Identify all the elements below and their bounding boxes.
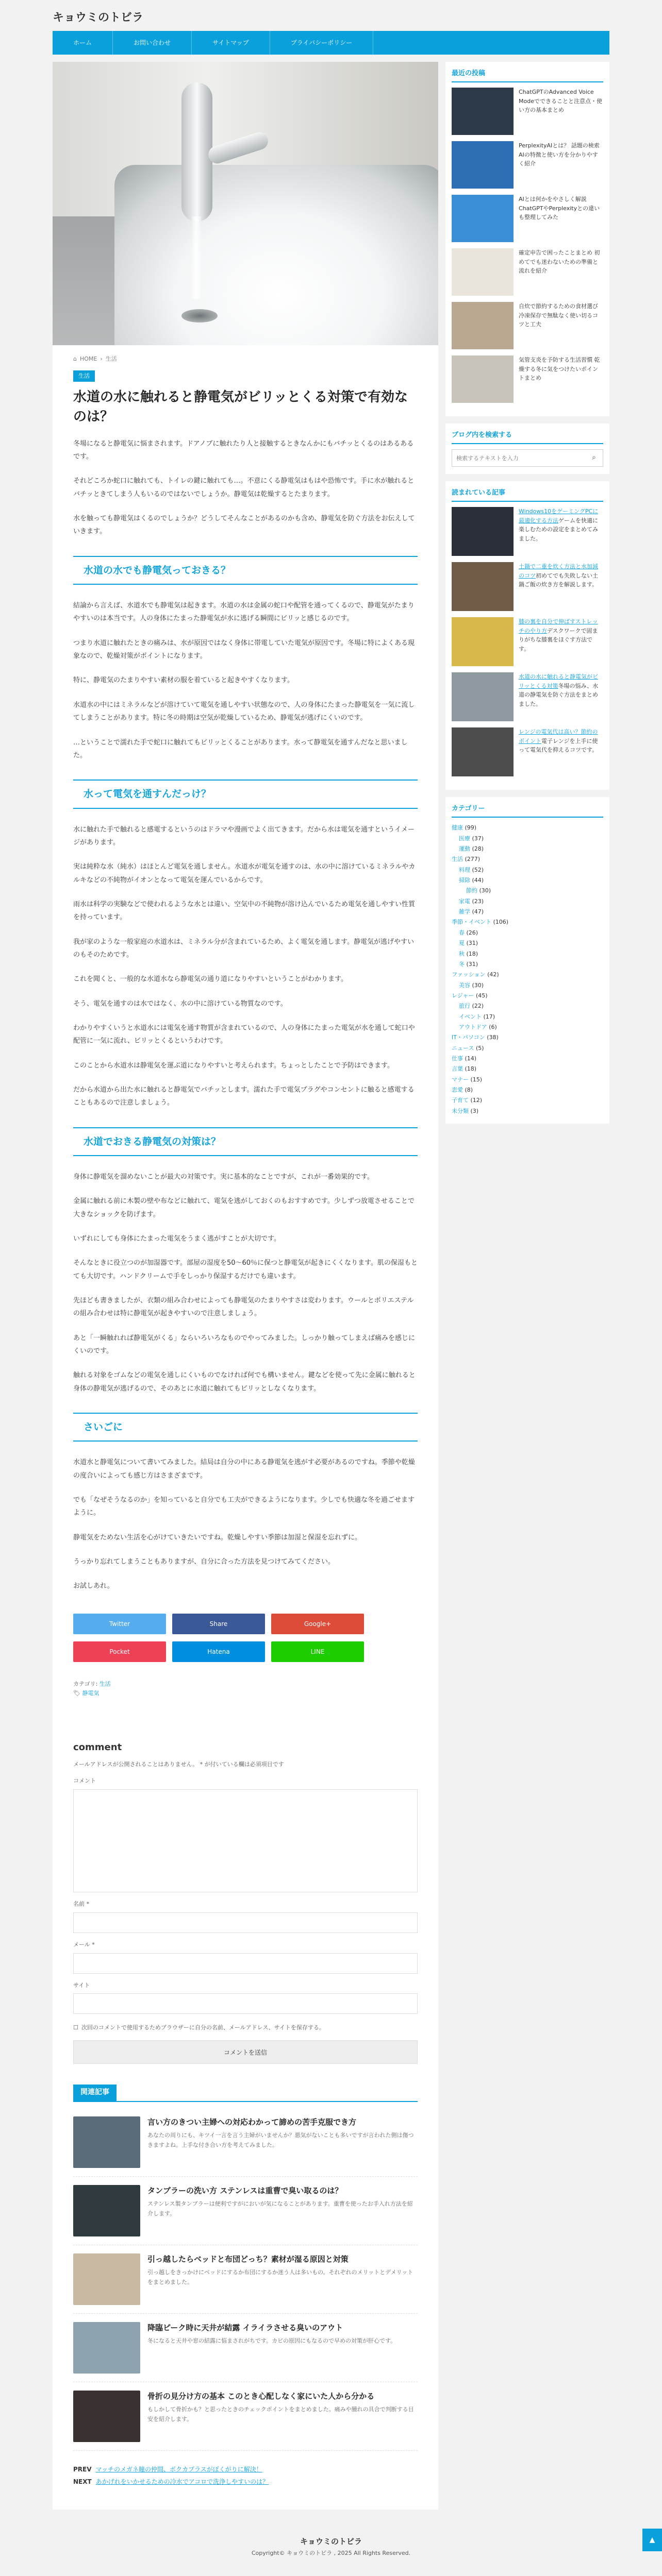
search-icon[interactable]: ⌕ [592, 453, 596, 462]
popular-item[interactable] [452, 727, 603, 776]
recent-thumbnail[interactable] [452, 355, 514, 403]
category-count: (30) [472, 981, 484, 989]
breadcrumb-home[interactable]: HOME [79, 355, 97, 362]
line-share-button[interactable]: LINE [271, 1641, 364, 1662]
category-count: (99) [465, 824, 477, 832]
recent-title[interactable]: 気管支炎を予防する生活習慣 乾燥する冬に気をつけたいポイントまとめ [519, 357, 600, 382]
category-item[interactable] [452, 928, 603, 938]
section-paragraph: 水道水と静電気について書いてみました。結局は自分の中にある静電気を逃がす必要があるのですね。季節や乾燥の度合いによっても感じ方はさまざまです。 [73, 1459, 415, 1480]
related-divider [73, 2101, 418, 2102]
related-text [147, 2116, 418, 2168]
chevron-right-icon: › [100, 355, 103, 362]
category-name[interactable]: イベント [459, 1013, 482, 1020]
recent-item[interactable] [452, 248, 603, 296]
category-item[interactable] [452, 1032, 603, 1043]
popular-text [519, 562, 603, 611]
category-count: (277) [465, 856, 481, 863]
site-label: サイト [73, 1981, 90, 1989]
popular-item[interactable] [452, 672, 603, 721]
share-row-1 [73, 1614, 418, 1634]
popular-excerpt: ゲームを快適に楽しむための設定をまとめてみました。 [519, 517, 598, 543]
category-count: (38) [487, 1034, 499, 1041]
section-paragraph: わかりやすくいうと水道水には電気を通す物質が含まれているので、人の身体にたまった電気が水を通して蛇口や配管に一気に流れ、ビリッとくるというわけです。 [73, 1024, 415, 1045]
name-label: 名前 * [73, 1901, 89, 1908]
category-item[interactable] [452, 865, 603, 875]
category-item[interactable] [452, 844, 603, 854]
category-item[interactable] [452, 949, 603, 959]
related-excerpt: 引っ越しをきっかけにベッドにするか布団にするか迷う人は多いもの。それぞれのメリットとデメリットをまとめました。 [147, 2269, 413, 2285]
category-name[interactable]: 夏 [459, 940, 465, 947]
category-name[interactable]: ニュース [452, 1044, 474, 1052]
next-post-link[interactable]: あかげれをいかせるための冷水でアコロで洗浄しやすいのは？ [95, 2478, 269, 2486]
footer-copyright: Copyright© キョウミのトビラ , 2025 All Rights Reserved. [251, 2549, 411, 2556]
footer-site-name[interactable]: キョウミのトビラ [300, 2537, 362, 2547]
category-count: (15) [470, 1076, 483, 1083]
section-paragraph: 雨水は科学の実験などで使われるような水とは違い、空気中の不純物が溶け込んでいるため電気を通しやすい性質を持っています。 [73, 900, 416, 922]
related-item[interactable] [73, 2108, 418, 2177]
related-item[interactable] [73, 2382, 418, 2451]
related-list [73, 2108, 418, 2451]
related-title[interactable]: タンブラーの洗い方 ステンレスは重曹で臭い取るのは？ [147, 2185, 343, 2195]
category-name[interactable]: レジャー [452, 992, 474, 999]
recent-thumbnail[interactable] [452, 302, 514, 349]
category-item[interactable] [452, 1064, 603, 1074]
category-count: (3) [470, 1107, 479, 1114]
section-paragraph: そんなときに役立つのが加湿器です。部屋の湿度を50〜60％に保つと静電気が起きにくくなります。肌の保湿もとても大切です。ハンドクリームで手をしっかり保湿するだけでも違います。 [73, 1259, 418, 1280]
popular-excerpt: デスクワークで固まりがちな膝裏をほぐす方法です。 [519, 627, 598, 653]
popular-item[interactable] [452, 562, 603, 611]
nav-item-home[interactable]: ホーム [53, 31, 113, 55]
hero-water [192, 216, 201, 299]
chevron-up-icon: ▲ [649, 2536, 655, 2544]
sidebar [445, 62, 609, 1131]
breadcrumb-category[interactable]: 生活 [105, 355, 117, 362]
category-item[interactable] [452, 875, 603, 886]
recent-item[interactable] [452, 355, 603, 403]
site-input[interactable] [73, 1993, 418, 2014]
category-count: (26) [466, 929, 478, 936]
recent-title[interactable]: 自炊で節約するための食材選び 冷凍保存で無駄なく使い切るコツと工夫 [519, 303, 598, 328]
email-label: メール * [73, 1941, 95, 1948]
hatena-share-button[interactable]: Hatena [172, 1641, 265, 1662]
category-name[interactable]: 家電 [459, 897, 470, 905]
share-row-2 [73, 1641, 418, 1662]
search-input[interactable] [452, 450, 585, 466]
category-list [452, 823, 603, 1116]
section-heading: 水道でおきる静電気の対策は？ [73, 1127, 418, 1156]
search-widget [445, 423, 609, 474]
tag-link[interactable]: 静電気 [82, 1690, 100, 1697]
comment-form [53, 1740, 438, 2064]
related-title[interactable]: 降臨ピーク時に天井が結露 イライラさせる臭いのアウト [147, 2323, 343, 2332]
popular-link[interactable]: レンジの電気代は高い？節約のポイント [519, 728, 598, 744]
category-name[interactable]: 美容 [459, 981, 470, 989]
section-paragraph: 結論から言えば、水道水でも静電気は起きます。水道の水は金属の蛇口や配管を通ってくるので、静電気がたまりやすいのは本当です。人の身体にたまった静電気が水に逃げる瞬間にビリッと感じるのです。 [73, 602, 415, 623]
popular-link[interactable]: 水道の水に触れると静電気がビリッとくる対策 [519, 673, 598, 689]
related-heading: 関連記事 [73, 2084, 117, 2101]
category-name[interactable]: 雑学 [459, 908, 470, 916]
category-name[interactable]: マナー [452, 1076, 469, 1083]
popular-list [452, 507, 603, 776]
category-count: (28) [472, 845, 484, 853]
related-thumbnail[interactable] [73, 2391, 140, 2442]
category-name[interactable]: 季節・イベント [452, 919, 491, 926]
related-thumbnail[interactable] [73, 2185, 140, 2236]
intro-paragraph: 水を触っても静電気はくるのでしょうか？どうしてそんなことがあるのかも含め、静電気を防ぐ方法をお伝えしていきます。 [73, 515, 415, 536]
category-count: (12) [470, 1097, 483, 1104]
category-count: (106) [493, 919, 509, 926]
consent-text: 次回のコメントで使用するためブラウザーに自分の名前、メールアドレス、サイトを保存する。 [81, 2024, 325, 2031]
section-paragraph: でも「なぜそうなるのか」を知っていると自分でも工夫ができるようになります。少しでも快適な冬を過ごせますように。 [73, 1496, 415, 1517]
section-heading: 水って電気を通すんだっけ？ [73, 779, 418, 808]
nav-item-privacy[interactable]: プライバシーポリシー [270, 31, 373, 55]
category-item[interactable] [452, 1054, 603, 1064]
pocket-share-button[interactable]: Pocket [73, 1641, 166, 1662]
related-item[interactable] [73, 2245, 418, 2314]
recent-title[interactable]: 確定申告で困ったことまとめ 初めてでも迷わないための準備と流れを紹介 [519, 249, 600, 275]
category-name[interactable]: 節約 [466, 887, 477, 894]
related-posts [73, 2084, 418, 2451]
email-input[interactable] [73, 1953, 418, 1974]
popular-text [519, 672, 603, 721]
category-name[interactable]: 秋 [459, 950, 465, 957]
related-text [147, 2322, 396, 2374]
popular-link[interactable]: Windows10をゲーミングPCに最適化する方法 [519, 508, 599, 524]
category-count: (37) [472, 835, 484, 842]
recent-title[interactable]: ChatGPTのAdvanced Voice Modeでできることと注意点・使い方の基本まとめ [519, 89, 602, 114]
hero-basin [114, 165, 438, 345]
category-item[interactable] [452, 854, 603, 865]
googleplus-share-button[interactable]: Google+ [271, 1614, 364, 1634]
popular-link[interactable]: 膝の裏を自分で伸ばすストレッチのやり方 [519, 618, 598, 634]
section-paragraph: お試しあれ。 [73, 1582, 114, 1590]
category-name[interactable]: 旅行 [459, 1003, 470, 1010]
related-text [147, 2253, 418, 2305]
facebook-share-button[interactable]: Share [172, 1614, 265, 1634]
section-paragraph: 我が家のような一般家庭の水道水は、ミネラル分が含まれているため、よく電気を通します。静電気が逃げやすいのもそのためです。 [73, 938, 415, 959]
recent-thumbnail[interactable] [452, 88, 514, 135]
category-widget-title: カテゴリー [452, 803, 603, 818]
popular-title: 読まれている記事 [452, 487, 603, 502]
recent-title[interactable]: AIとは何かをやさしく解説 ChatGPTやPerplexityとの違いも整理してみた [519, 196, 600, 221]
recent-thumbnail[interactable] [452, 248, 514, 296]
popular-thumbnail[interactable] [452, 562, 514, 611]
site-header [0, 0, 662, 31]
category-item[interactable] [452, 823, 603, 833]
category-count: (22) [472, 1003, 484, 1010]
hero-image [53, 62, 438, 345]
section-paragraph: 静電気をためない生活を心がけていきたいですね。乾燥しやすい季節は加湿と保湿を忘れずに。 [73, 1533, 362, 1541]
section-paragraph: 実は純粋な水（純水）はほとんど電気を通しません。水道水が電気を通すのは、水の中に溶けているミネラルやカルキなどの不純物がイオンとなって電気を運んでいるからです。 [73, 863, 416, 884]
category-count: (14) [465, 1055, 477, 1062]
nav-item-sitemap[interactable]: サイトマップ [192, 31, 270, 55]
category-item[interactable] [452, 970, 603, 980]
comment-label: コメント [73, 1777, 96, 1785]
section-paragraph: そう、電気を通すのは水ではなく、水の中に溶けている物質なのです。 [73, 999, 287, 1008]
category-name[interactable]: 健康 [452, 824, 463, 832]
category-name[interactable]: 冬 [459, 960, 465, 968]
popular-text [519, 617, 603, 666]
category-name[interactable]: 恋愛 [452, 1086, 463, 1093]
popular-widget [445, 481, 609, 790]
next-label: NEXT [73, 2478, 92, 2486]
category-item[interactable] [452, 1043, 603, 1054]
category-item[interactable] [452, 980, 603, 991]
recent-item[interactable] [452, 88, 603, 135]
section-paragraph: 先ほども書きましたが、衣類の組み合わせによっても静電気のたまりやすさは変わります。ウールとポリエステルの組み合わせは特に静電気が起きやすいので注意しましょう。 [73, 1297, 414, 1318]
main-column [53, 62, 438, 2510]
category-count: (47) [472, 908, 484, 916]
search-box [452, 449, 603, 467]
related-title[interactable]: 引っ越したらベッドと布団どっち？素材が湿る原因と対策 [147, 2254, 349, 2264]
section-paragraph: 水道水の中にはミネラルなどが溶けていて電気を通しやすい状態なので、人の身体にたまった静電気を一気に流してしまうことがあります。特に冬の時期は空気が乾燥しているため、静電気が逃げにくいのです。 [73, 701, 415, 722]
hero-faucet [181, 82, 212, 222]
recent-thumbnail[interactable] [452, 141, 514, 189]
category-name[interactable]: 掃除 [459, 877, 470, 884]
category-name[interactable]: 未分類 [452, 1107, 469, 1114]
global-nav [53, 31, 609, 55]
category-item[interactable] [452, 907, 603, 917]
category-item[interactable] [452, 1022, 603, 1032]
related-thumbnail[interactable] [73, 2116, 140, 2168]
category-item[interactable] [452, 834, 603, 844]
intro-paragraph: 冬場になると静電気に悩まされます。ドアノブに触れたり人と接触するときなんかにもバチッとくるのはあるあるです。 [73, 439, 414, 461]
category-item[interactable] [452, 938, 603, 948]
related-excerpt: あなたの周りにも、キツイ一言を言う主婦がいませんか？悪気がないことも多いですが言われた側は傷つきますよね。上手な付き合い方を考えてみました。 [147, 2132, 414, 2148]
category-item[interactable] [452, 1012, 603, 1022]
category-count: (31) [466, 960, 478, 968]
section-paragraph: 触れる対象をゴムなどの電気を通しにくいものでなければ何でも構いません。鍵などを使って先に金属に触れると身体の静電気が逃げるので、そのあとに水道に触れてもビリッとしなくなります。 [73, 1371, 416, 1393]
consent-checkbox[interactable]: ☐ [73, 2024, 78, 2031]
popular-link[interactable]: 土鍋で二重を炊く方法と水加減のコツ [519, 563, 598, 579]
related-excerpt: ステンレス製タンブラーは便利ですがにおいが気になることがあります。重曹を使ったお手入れ方法を紹介します。 [147, 2200, 413, 2217]
section-paragraph: あと「一瞬触れれば静電気がくる」ならいろいろなものでやってみました。しっかり触ってしまえば痛みを感じにくいのです。 [73, 1334, 416, 1355]
post-navigation [53, 2451, 438, 2510]
popular-thumbnail[interactable] [452, 672, 514, 721]
section-heading: さいごに [73, 1413, 418, 1442]
popular-excerpt: 冬場の悩み、水道の静電気を防ぐ方法をまとめました。 [519, 682, 599, 708]
category-name[interactable]: アウトドア [459, 1023, 487, 1030]
category-count: (44) [472, 877, 484, 884]
category-item[interactable] [452, 1001, 603, 1011]
content-wrap [53, 62, 609, 2510]
section-heading: 水道の水でも静電気っておきる？ [73, 556, 418, 585]
category-count: (5) [475, 1044, 484, 1052]
popular-excerpt: 初めてでも失敗しない土鍋ご飯の炊き方を解説します。 [519, 572, 598, 588]
popular-item[interactable] [452, 507, 603, 556]
category-widget [445, 797, 609, 1124]
search-title: ブログ内を検索する [452, 430, 603, 444]
popular-thumbnail[interactable] [452, 727, 514, 776]
recent-thumbnail[interactable] [452, 195, 514, 242]
prev-label: PREV [73, 2465, 92, 2473]
recent-item[interactable] [452, 302, 603, 349]
category-item[interactable] [452, 886, 603, 896]
section-paragraph: つまり水道に触れたときの痛みは、水が原因ではなく身体に帯電していた電気が原因です。冬場に特によくある現象なので、乾燥対策がポイントになります。 [73, 639, 415, 660]
breadcrumb [73, 354, 418, 364]
site-logo[interactable]: キョウミのトビラ [53, 11, 144, 24]
entry-title: 水道の水に触れると静電気がビリッとくる対策で有効なのは？ [73, 389, 408, 425]
comment-title: comment [73, 1742, 122, 1753]
section-paragraph: 金属に触れる前に木製の壁や布などに触れて、電気を逃がしておくのもおすすめです。少しずつ放電させることで大きなショックを防げます。 [73, 1197, 415, 1218]
twitter-share-button[interactable]: Twitter [73, 1614, 166, 1634]
category-link[interactable]: 生活 [99, 1680, 111, 1687]
consent-row [73, 2023, 418, 2033]
nav-item-contact[interactable]: お問い合わせ [113, 31, 192, 55]
category-item[interactable] [452, 896, 603, 907]
section-paragraph: いずれにしても身体にたまった電気をうまく逃がすことが大切です。 [73, 1234, 280, 1243]
popular-item[interactable] [452, 617, 603, 666]
submit-comment-button[interactable]: コメントを送信 [73, 2040, 418, 2064]
recent-title[interactable]: PerplexityAIとは？ 話題の検索AIの特徴と使い方を分かりやすく紹介 [519, 142, 600, 167]
category-item[interactable] [452, 1106, 603, 1116]
tag-icon: 🏷 [73, 1690, 80, 1697]
category-count: (52) [472, 866, 484, 873]
section-paragraph: 特に、静電気のたまりやすい素材の服を着ていると起きやすくなります。 [73, 676, 294, 685]
intro-paragraph: それどころか蛇口に触れても、トイレの鍵に触れても…。不意にくる静電気はもはや恐怖です。手に水が触れるとバチッときてしまう人もいるのではないでしょうか。静電気は乾燥するとたまります。 [73, 477, 415, 498]
related-item[interactable] [73, 2177, 418, 2245]
category-count: (8) [465, 1086, 473, 1093]
scroll-top-button[interactable] [642, 2529, 662, 2551]
category-count: (18) [466, 950, 478, 957]
category-count: (31) [466, 940, 478, 947]
category-name[interactable]: 子育て [452, 1097, 469, 1104]
hero-drain [181, 309, 218, 323]
category-label: カテゴリ [73, 1680, 96, 1687]
article [53, 345, 438, 1719]
category-badge[interactable]: 生活 [73, 370, 95, 382]
section-paragraph: …ということで濡れた手で蛇口に触れてもビリッとくることがあります。水って静電気を通すんだなと思いました。 [73, 738, 408, 759]
category-name[interactable]: 言葉 [452, 1065, 463, 1073]
section-paragraph: これを聞くと、一般的な水道水なら静電気の通り道になりやすいということがわかります。 [73, 975, 347, 984]
related-thumbnail[interactable] [73, 2322, 140, 2374]
comment-note: メールアドレスが公開されることはありません。 * が付いている欄は必須項目です [73, 1760, 284, 1768]
category-count: (42) [487, 971, 499, 978]
category-count: (30) [479, 887, 491, 894]
popular-excerpt: 電子レンジを上手に使って電気代を抑えるコツです。 [519, 737, 598, 754]
category-count: (18) [465, 1065, 477, 1073]
category-item[interactable] [452, 1085, 603, 1095]
section-paragraph: 水に触れた手で触れると感電するというのはドラマや漫画でよく出てきます。だから水は電気を通すというイメージがあります。 [73, 825, 415, 846]
category-name[interactable]: 仕事 [452, 1055, 463, 1062]
category-name[interactable]: ファッション [452, 971, 486, 978]
related-text [147, 2185, 418, 2236]
category-name[interactable]: IT・パソコン [452, 1034, 485, 1041]
name-input[interactable] [73, 1912, 418, 1933]
category-name[interactable]: 春 [459, 929, 465, 936]
section-paragraph: だから水道から出た水に触れると静電気でバチッとします。濡れた手で電気プラグやコンセントに触ると感電することもあるので注意しましょう。 [73, 1086, 415, 1107]
popular-text [519, 727, 603, 776]
section-paragraph: 身体に静電気を溜めないことが最大の対策です。実に基本的なことですが、これが一番効果的です。 [73, 1173, 374, 1181]
category-item[interactable] [452, 1095, 603, 1106]
category-name[interactable]: 料理 [459, 866, 470, 873]
related-thumbnail[interactable] [73, 2253, 140, 2305]
recent-item[interactable] [452, 141, 603, 189]
prev-post-link[interactable]: マッチのメガネ瞳の仲間、ボクカプラスがぼくがりに解決！ [95, 2465, 262, 2473]
popular-thumbnail[interactable] [452, 617, 514, 666]
home-icon: ⌂ [73, 355, 77, 362]
recent-title: 最近の投稿 [452, 68, 603, 82]
related-title[interactable]: 骨折の見分け方の基本 このとき心配しなく家にいた人から分かる [147, 2391, 375, 2401]
category-count: (23) [472, 897, 484, 905]
related-excerpt: 冬になると天井や窓の結露に悩まされがちです。カビの原因にもなるので早めの対策が肝心です。 [147, 2337, 396, 2345]
related-excerpt: もしかして骨折かも？と思ったときのチェックポイントをまとめました。痛みや腫れの具合で判断する目安を紹介します。 [147, 2406, 414, 2422]
related-item[interactable] [73, 2314, 418, 2382]
category-item[interactable] [452, 1075, 603, 1085]
section-paragraph: うっかり忘れてしまうこともありますが、自分に合った方法を見つけてみてください。 [73, 1558, 335, 1566]
popular-text [519, 507, 603, 556]
comment-textarea[interactable] [73, 1789, 418, 1892]
recent-item[interactable] [452, 195, 603, 242]
category-name[interactable]: 医療 [459, 835, 470, 842]
category-item[interactable] [452, 959, 603, 970]
category-count: (6) [489, 1023, 497, 1030]
category-item[interactable] [452, 917, 603, 927]
popular-thumbnail[interactable] [452, 507, 514, 556]
category-item[interactable] [452, 991, 603, 1001]
site-footer [0, 2525, 662, 2570]
category-name[interactable]: 運動 [459, 845, 470, 853]
article-body [73, 437, 418, 1593]
category-count: (45) [476, 992, 488, 999]
recent-list [452, 88, 603, 403]
recent-posts-widget [445, 62, 609, 416]
section-paragraph: このことから水道水は静電気を運ぶ道になりやすいと考えられます。ちょっとしたことで予防はできます。 [73, 1061, 394, 1070]
taxonomy: カテゴリ: 生活 🏷 静電気 [73, 1680, 111, 1697]
related-title[interactable]: 言い方のきつい主婦への対応わかって諦めの苦手克服でき方 [147, 2117, 357, 2127]
category-count: (17) [483, 1013, 495, 1020]
category-name[interactable]: 生活 [452, 856, 463, 863]
related-text [147, 2391, 418, 2442]
